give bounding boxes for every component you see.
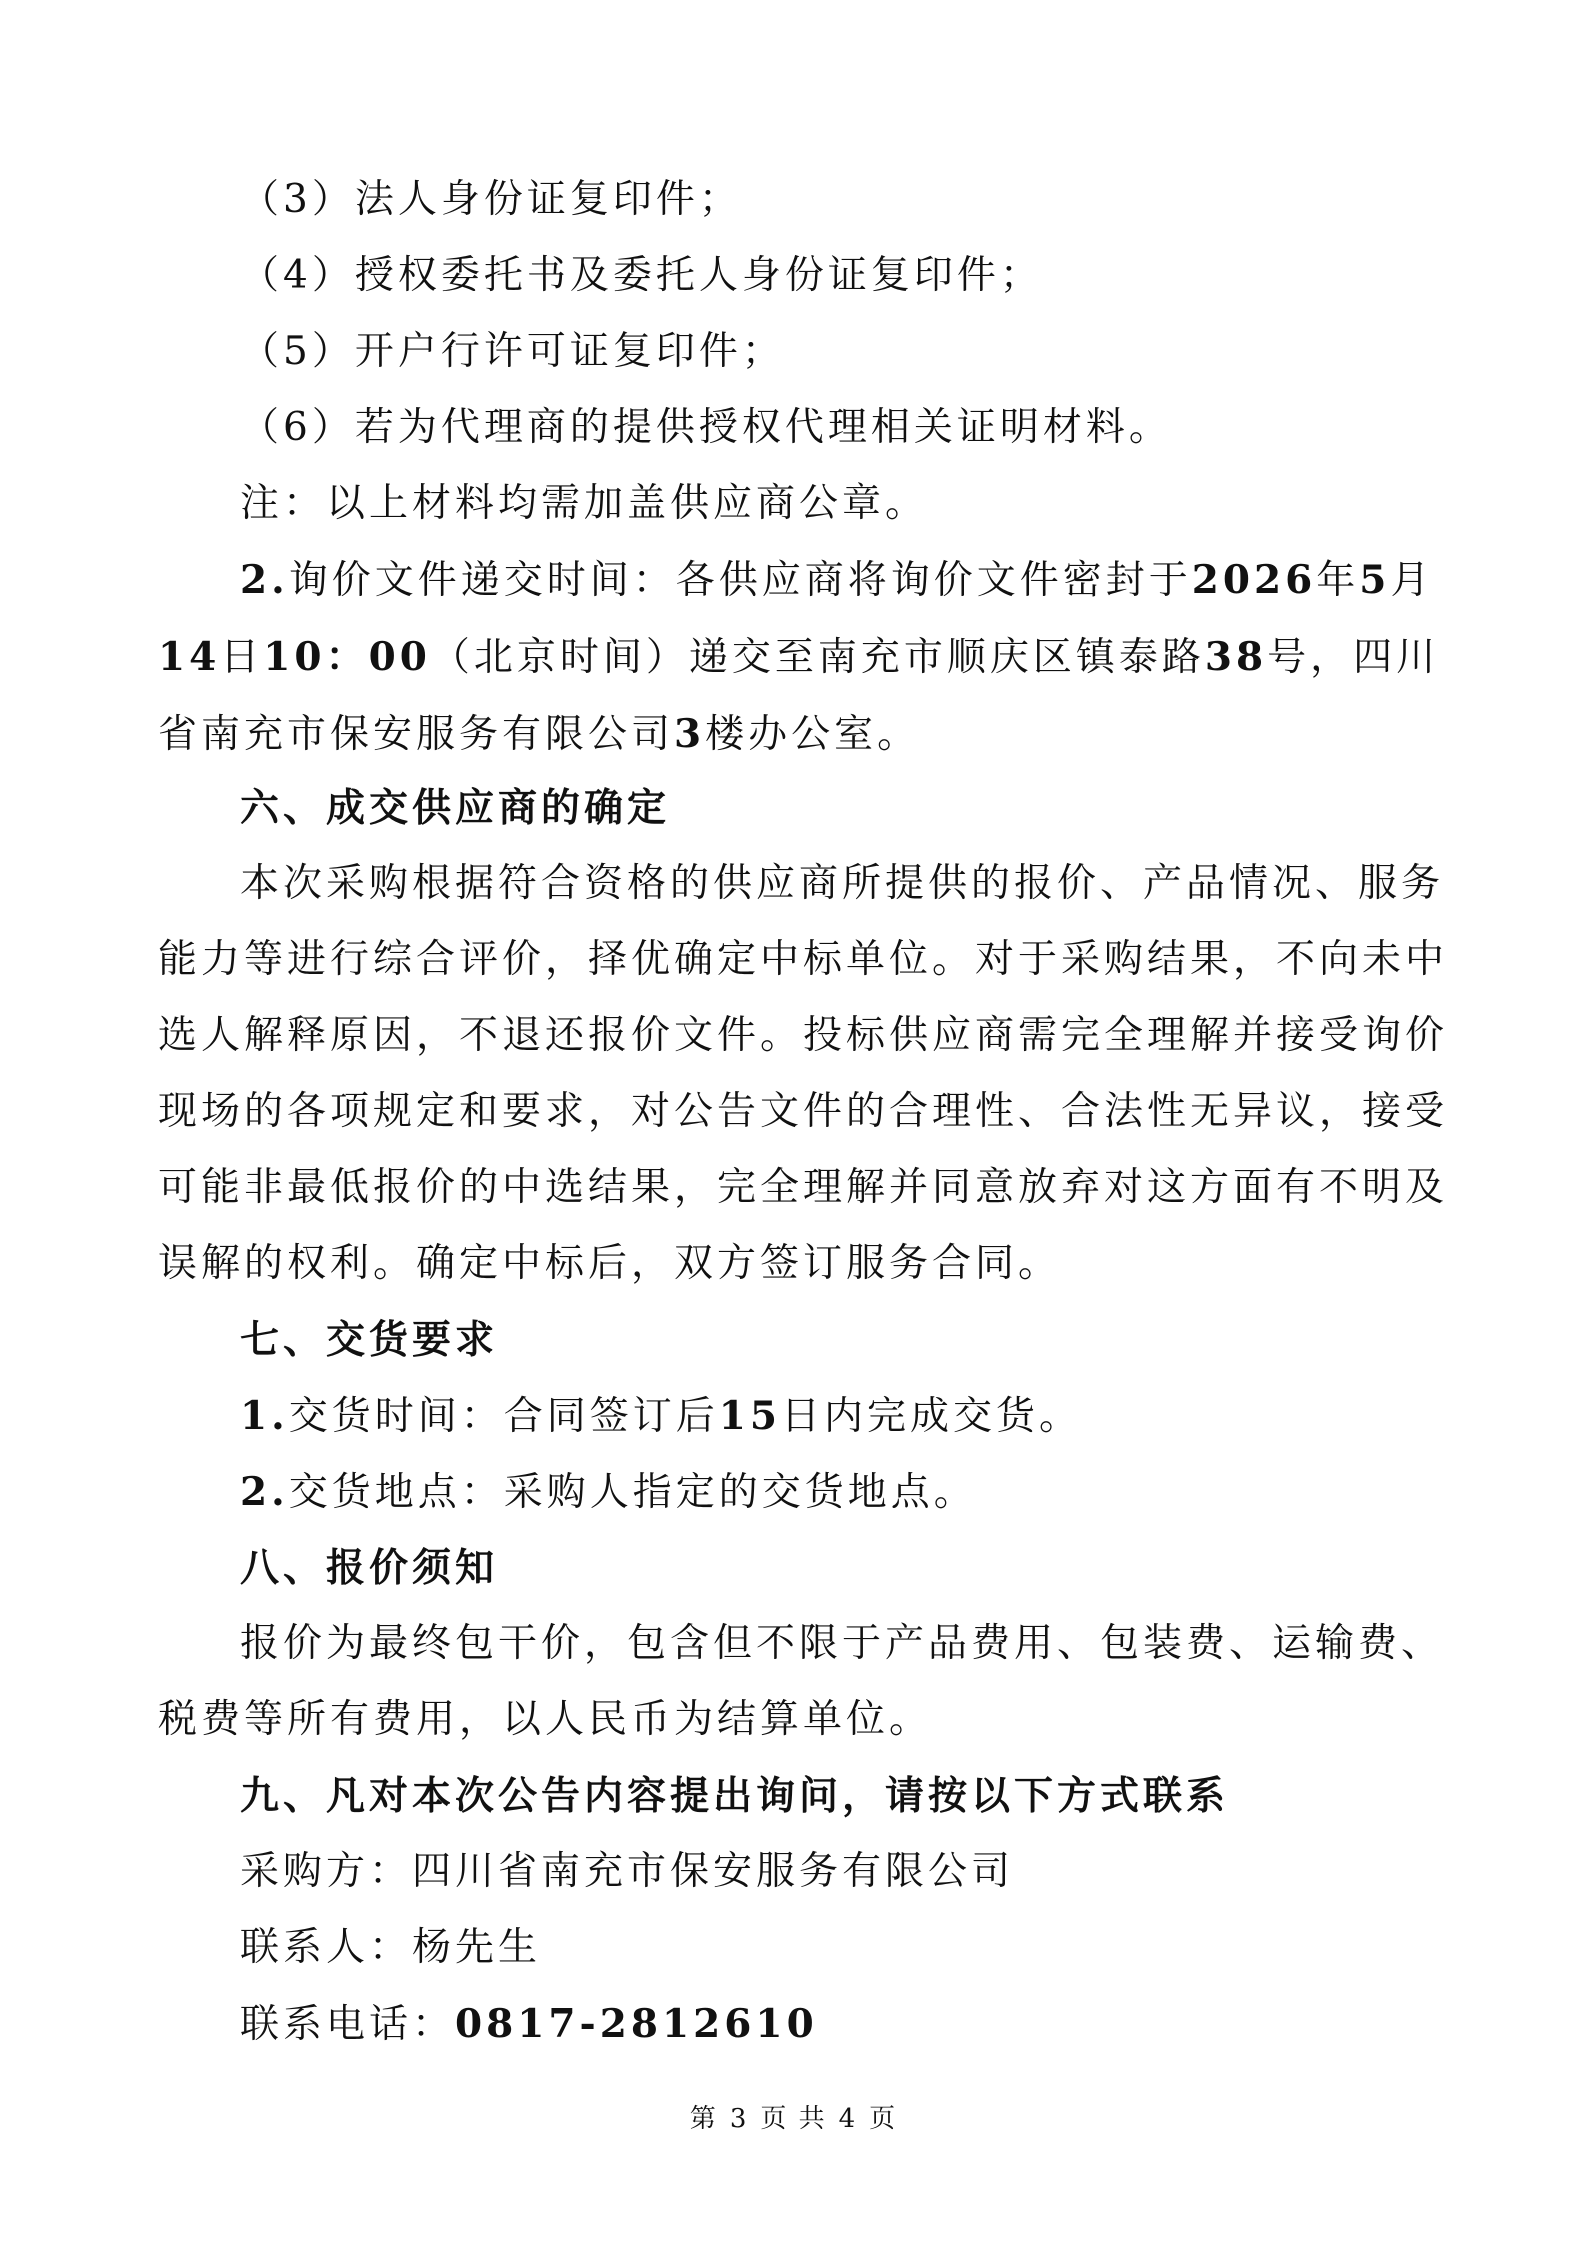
section8-heading: 八、报价须知 xyxy=(240,1545,499,1591)
section7-item1 xyxy=(240,1378,1450,1455)
submission-time: 10：00 xyxy=(263,634,431,680)
submission-text-b: （北京时间）递交至南充市顺庆区镇泰路 xyxy=(430,635,1205,680)
section7-item1-text-a: 交货时间：合同签订后 xyxy=(288,1394,719,1439)
submission-number: 38 xyxy=(1204,634,1268,680)
submission-month: 5 xyxy=(1359,557,1391,603)
section6-body: 本次采购根据符合资格的供应商所提供的报价、产品情况、服务能力等进行综合评价，择优确定中标单位。对于采购结果，不向未中选人解释原因，不退还报价文件。投标供应商需完全理解并接受询价现场的各项规定和要求，对公告文件的合理性、合法性无异议，接受可能非最低报价的中选结果，完全理解并同意放弃对这方面有不明及误解的权利。确定中标后，双方签订服务合同。 xyxy=(158,861,1449,1286)
phone-label: 联系电话： xyxy=(240,2002,456,2047)
section6-heading: 六、成交供应商的确定 xyxy=(240,785,671,831)
section7-item2-label: 2. xyxy=(240,1469,289,1515)
submission-text-c: 号，四川省南充市保安服务有限公司 xyxy=(158,635,1440,757)
page-footer xyxy=(0,2098,1587,2135)
section7-item1-text-b: 日内完成交货。 xyxy=(781,1394,1083,1439)
section7-item1-days: 15 xyxy=(718,1393,782,1439)
footer-suffix: 页 xyxy=(869,2104,898,2134)
submission-text-d: 楼办公室。 xyxy=(705,712,921,757)
submission-day: 14 xyxy=(158,634,221,680)
list-item-6: （6）若为代理商的提供授权代理相关证明材料。 xyxy=(240,405,1172,450)
footer-total-pages: 4 xyxy=(838,2104,858,2134)
list-item-3: （3）法人身份证复印件； xyxy=(240,177,742,222)
contact-line: 联系人：杨先生 xyxy=(240,1925,542,1970)
list-item-4: （4）授权委托书及委托人身份证复印件； xyxy=(240,253,1043,298)
section8-body: 报价为最终包干价，包含但不限于产品费用、包装费、运输费、税费等所有费用，以人民币为结算单位。 xyxy=(158,1621,1445,1742)
submission-day-unit: 日 xyxy=(220,635,264,680)
submission-year-unit: 年 xyxy=(1316,558,1360,603)
section7-heading: 七、交货要求 xyxy=(240,1317,499,1363)
footer-page-number: 3 xyxy=(729,2104,749,2134)
footer-prefix: 第 xyxy=(689,2104,718,2134)
section7-item2 xyxy=(240,1454,1450,1531)
footer-middle: 页 共 xyxy=(760,2104,827,2134)
phone-line xyxy=(240,1986,1450,2063)
note-paragraph: 注：以上材料均需加盖供应商公章。 xyxy=(240,481,929,526)
list-item-5: （5）开户行许可证复印件； xyxy=(240,329,785,374)
submission-label: 2. xyxy=(240,557,289,603)
buyer-line: 采购方：四川省南充市保安服务有限公司 xyxy=(240,1849,1015,1894)
submission-paragraph xyxy=(158,542,1448,773)
section9-heading: 九、凡对本次公告内容提出询问，请按以下方式联系 xyxy=(240,1773,1230,1819)
phone-number: 0817-2812610 xyxy=(455,2001,818,2047)
submission-month-unit: 月 xyxy=(1390,558,1434,603)
submission-floor: 3 xyxy=(674,711,706,757)
submission-text-a: 询价文件递交时间：各供应商将询价文件密封于 xyxy=(288,558,1192,603)
section7-item2-text: 交货地点：采购人指定的交货地点。 xyxy=(288,1470,977,1515)
submission-year: 2026 xyxy=(1191,557,1317,603)
section7-item1-label: 1. xyxy=(240,1393,289,1439)
